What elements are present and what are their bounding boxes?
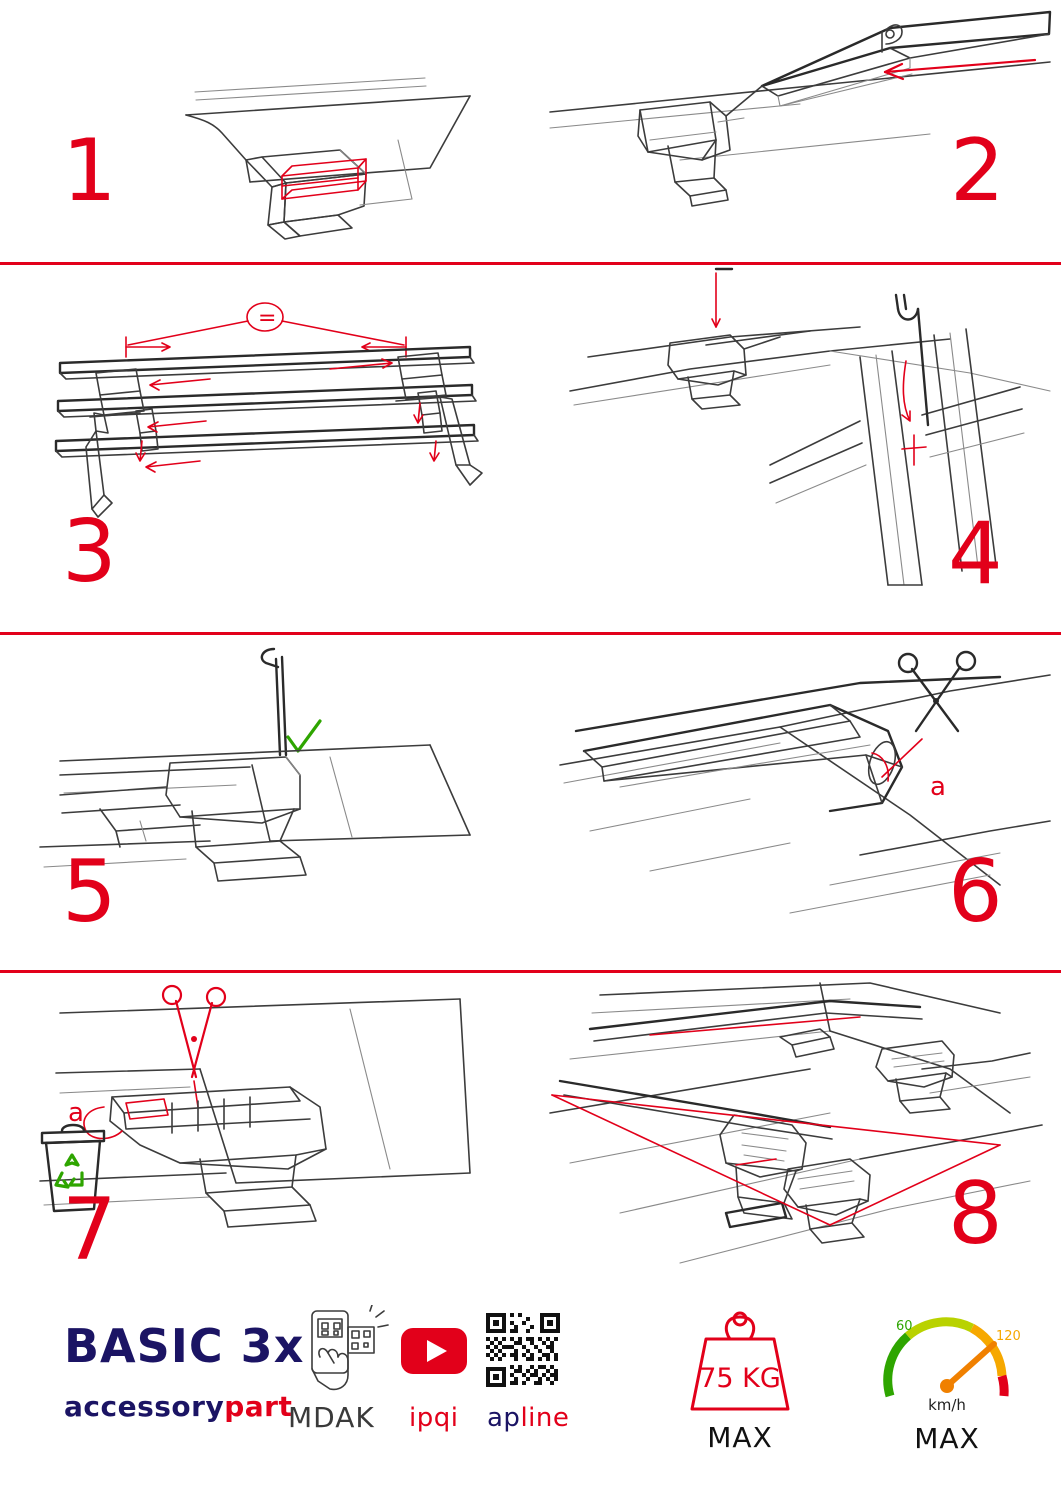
speedometer-icon [862,1300,1032,1416]
part-label-a: a [930,772,946,802]
step-number-6: 6 [948,842,1003,942]
step-4-panel [530,265,1061,632]
youtube-icon[interactable] [400,1327,468,1375]
brand-block [64,1320,304,1423]
step-1-panel [0,0,530,262]
step-number-5: 5 [62,842,117,942]
step-3-panel [0,265,530,632]
part-label-a-7: a [68,1098,84,1128]
step-number-3: 3 [62,502,117,602]
equals-symbol: = [258,306,277,331]
step-number-4: 4 [948,504,1003,604]
qr-code-icon [484,1311,562,1389]
step-6-panel [530,635,1061,970]
step-number-2: 2 [950,121,1005,221]
scissors-icon [899,652,975,731]
logo-apline-label [487,1403,569,1433]
speed-unit-label: km/h [928,1396,966,1414]
max-weight-block [660,1305,820,1454]
weight-value: 75 KG [699,1363,781,1394]
step-7-panel [0,973,530,1285]
brand-part-text: part [224,1390,293,1423]
max-speed-block [862,1300,1032,1455]
scissors-icon-red [163,986,225,1077]
logo-apline-line: line [520,1403,570,1433]
brand-basic [64,1320,304,1372]
brand-basic-text: BASIC 3 [64,1319,274,1373]
speed-tick-min: 60 [896,1319,913,1334]
brand-accessory-text: accessory [64,1390,225,1423]
logo-mdak-label: MDAK [288,1401,375,1434]
max-speed-label: MAX [914,1422,980,1455]
step-8-panel [530,973,1061,1285]
logo-ipqi-label: ipqi [409,1403,459,1433]
step-number-8: 8 [948,1164,1003,1264]
logo-apline-ap: ap [487,1403,521,1433]
step-5-panel [0,635,530,970]
brand-accessorypart [64,1390,304,1423]
qr-scan-hand-icon [300,1305,390,1397]
step-number-1: 1 [62,121,117,221]
speed-tick-max: 120 [996,1329,1021,1344]
max-weight-label: MAX [707,1421,773,1454]
step-number-7: 7 [62,1180,117,1280]
brand-basic-suffix: x [273,1319,305,1373]
weight-icon [660,1305,820,1415]
step-2-panel [530,0,1061,262]
